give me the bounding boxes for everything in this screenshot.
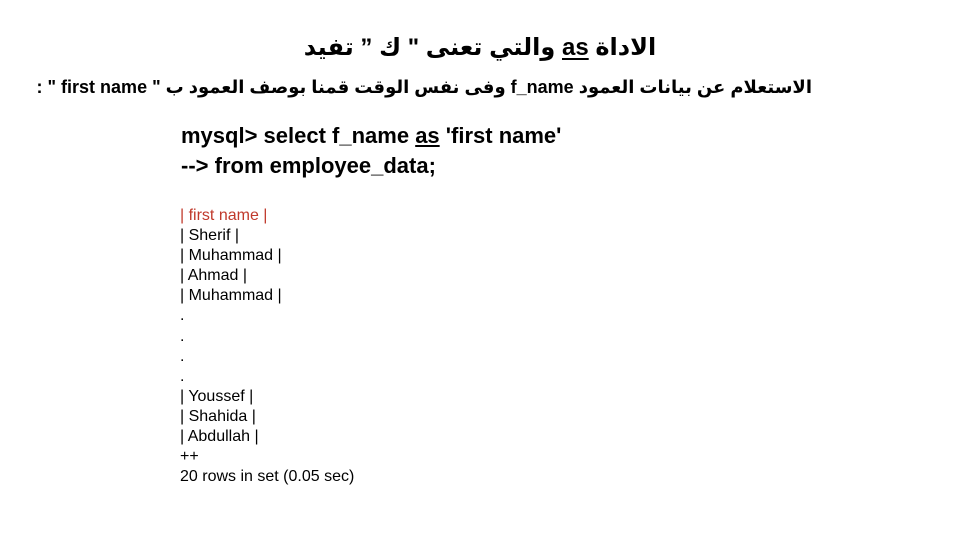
results-footer-border: ++ (180, 448, 199, 466)
result-row: | Ahmad | (180, 267, 248, 285)
result-ellipsis-row: . (180, 367, 185, 385)
result-row: | Shahida | (180, 407, 256, 425)
query-line-1-pre: mysql> select f_name (181, 123, 416, 148)
results-header: | first name | (180, 207, 268, 224)
result-row: | Sherif | (180, 227, 239, 245)
sql-query (181, 121, 561, 181)
slide-subtitle (37, 74, 812, 100)
subtitle-field: f_name (510, 77, 574, 97)
query-line-1-post: 'first name' (439, 123, 562, 148)
slide-title (0, 30, 960, 66)
result-row: | Youssef | (180, 387, 254, 405)
title-keyword: as (562, 34, 589, 61)
result-row: | Muhammad | (180, 247, 282, 265)
title-suffix: والتي تعنى " ك ” تفيد (303, 34, 556, 61)
subtitle-tail: : " first name " (36, 77, 161, 97)
result-row: | Muhammad | (180, 287, 282, 305)
title-prefix: الاداة (595, 34, 657, 61)
query-as-keyword: as (415, 123, 440, 148)
query-line-2: --> from employee_data; (181, 153, 436, 178)
query-line-1 (181, 121, 561, 151)
result-ellipsis-row: . (180, 307, 185, 325)
subtitle-part2: وفى نفس الوقت قمنا بوصف العمود ب (165, 77, 506, 97)
result-ellipsis-row: . (180, 327, 185, 345)
query-results (180, 206, 354, 487)
result-ellipsis-row: . (180, 347, 185, 365)
results-summary: 20 rows in set (0.05 sec) (180, 468, 355, 486)
subtitle-part1: الاستعلام عن بيانات العمود (578, 77, 812, 97)
result-row: | Abdullah | (180, 428, 259, 446)
